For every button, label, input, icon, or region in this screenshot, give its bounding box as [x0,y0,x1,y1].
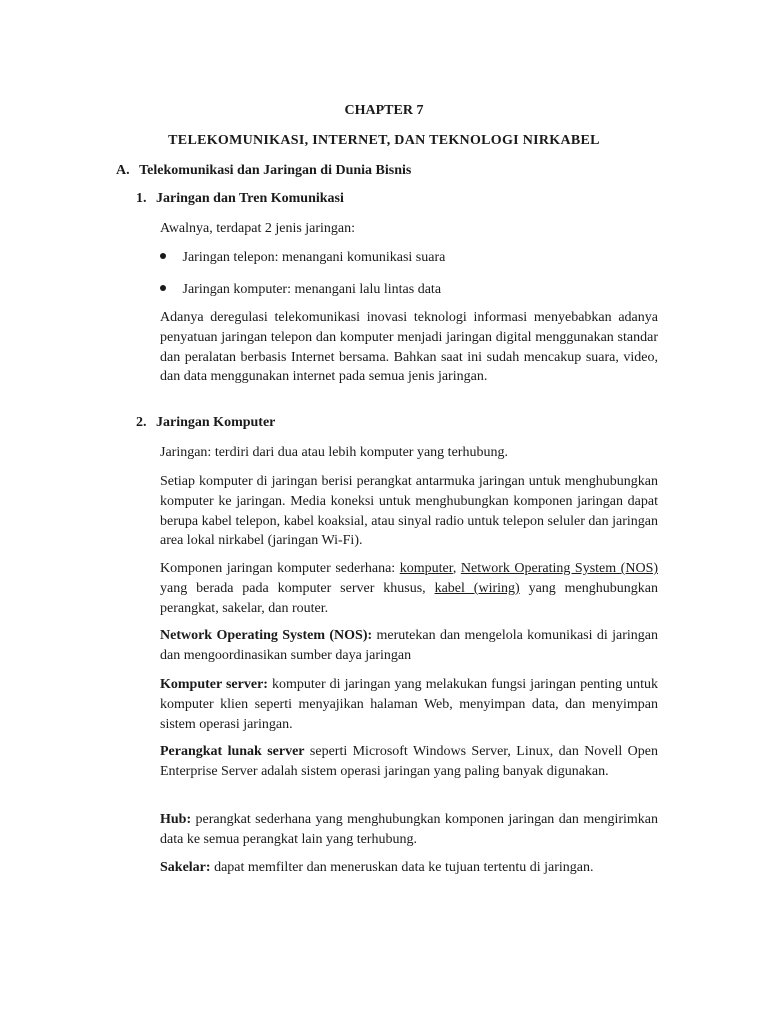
subsection-1-heading [136,191,344,207]
chapter-title: TELEKOMUNIKASI, INTERNET, DAN TEKNOLOGI NIRKABEL [168,133,600,148]
bullet-icon [160,253,166,259]
intro-paragraph: Awalnya, terdapat 2 jenis jaringan: [160,221,356,236]
definition-server-software [160,742,658,782]
components-lead: Komponen jaringan komputer sederhana: [160,561,400,576]
section-a-marker: A. [116,163,130,178]
subsection-1-title: Jaringan dan Tren Komunikasi [156,191,344,206]
definition-hub [160,810,658,850]
definition-term: Komputer server: [160,677,268,692]
definition-nos [160,626,658,666]
subsection-2-marker: 2. [136,415,147,430]
components-separator: , [452,561,461,576]
definition-text: komputer di jaringan yang melakukan fungsi jaringan penting untuk komputer klien seperti menyajikan halaman Web, menyimpan data, dan menyimpan sistem operasi jaringan. [160,677,658,732]
definition-server [160,675,658,734]
components-paragraph [160,559,658,618]
bullet-text: Jaringan komputer: menangani lalu lintas data [182,282,442,297]
definition-term: Sakelar: [160,860,211,875]
link-komputer[interactable]: komputer [399,561,453,576]
definition-term: Hub: [160,812,192,827]
components-middle: yang berada pada komputer server khusus, [160,580,435,596]
definition-term: Network Operating System (NOS): [160,628,373,643]
body-paragraph: Setiap komputer di jaringan berisi perangkat antarmuka jaringan untuk menghubungkan komputer ke jaringan. Media koneksi untuk menghubungkan komponen jaringan dapat berupa kabel telepon, kabel koaksial, atau sinyal radio untuk telepon seluler dan jaringan area lokal nirkabel (jaringan Wi-Fi). [160,474,658,549]
subsection-2-heading [136,415,275,431]
body-paragraph: Adanya deregulasi telekomunikasi inovasi teknologi informasi menyebabkan adanya penyatuan jaringan telepon dan komputer menjadi jaringan digital menggunakan standar dan peralatan berbasis Internet bersama. Bahkan saat ini sudah mencakup suara, video, dan data menggunakan internet pada semua jenis jaringan. [160,310,658,385]
definition-term: Perangkat lunak server [160,744,305,759]
bullet-item [160,250,445,266]
section-a-heading [116,163,411,179]
definition-switch [160,858,658,878]
bullet-item [160,282,441,298]
subsection-2-title: Jaringan Komputer [156,415,276,430]
subsection-1-marker: 1. [136,191,147,206]
section-a-title: Telekomunikasi dan Jaringan di Dunia Bisnis [139,163,412,178]
chapter-heading: CHAPTER 7 [344,103,424,118]
definition-paragraph: Jaringan: terdiri dari dua atau lebih komputer yang terhubung. [160,445,508,460]
components-tail: yang menghubungkan perangkat, sakelar, dan router. [160,580,658,616]
link-network-operating-system[interactable]: Network Operating System (NOS) [460,561,659,576]
definition-text: perangkat sederhana yang menghubungkan komponen jaringan dan mengirimkan data ke semua perangkat lain yang terhubung. [160,812,658,847]
definition-text: merutekan dan mengelola komunikasi di jaringan dan mengoordinasikan sumber daya jaringan [160,628,658,663]
link-kabel-wiring[interactable]: kabel (wiring) [434,580,520,596]
definition-text: seperti Microsoft Windows Server, Linux, dan Novell Open Enterprise Server adalah sistem operasi jaringan yang paling banyak digunakan. [160,744,658,779]
definition-text: dapat memfilter dan meneruskan data ke tujuan tertentu di jaringan. [210,860,594,875]
bullet-text: Jaringan telepon: menangani komunikasi suara [182,250,446,265]
bullet-icon [160,285,166,291]
